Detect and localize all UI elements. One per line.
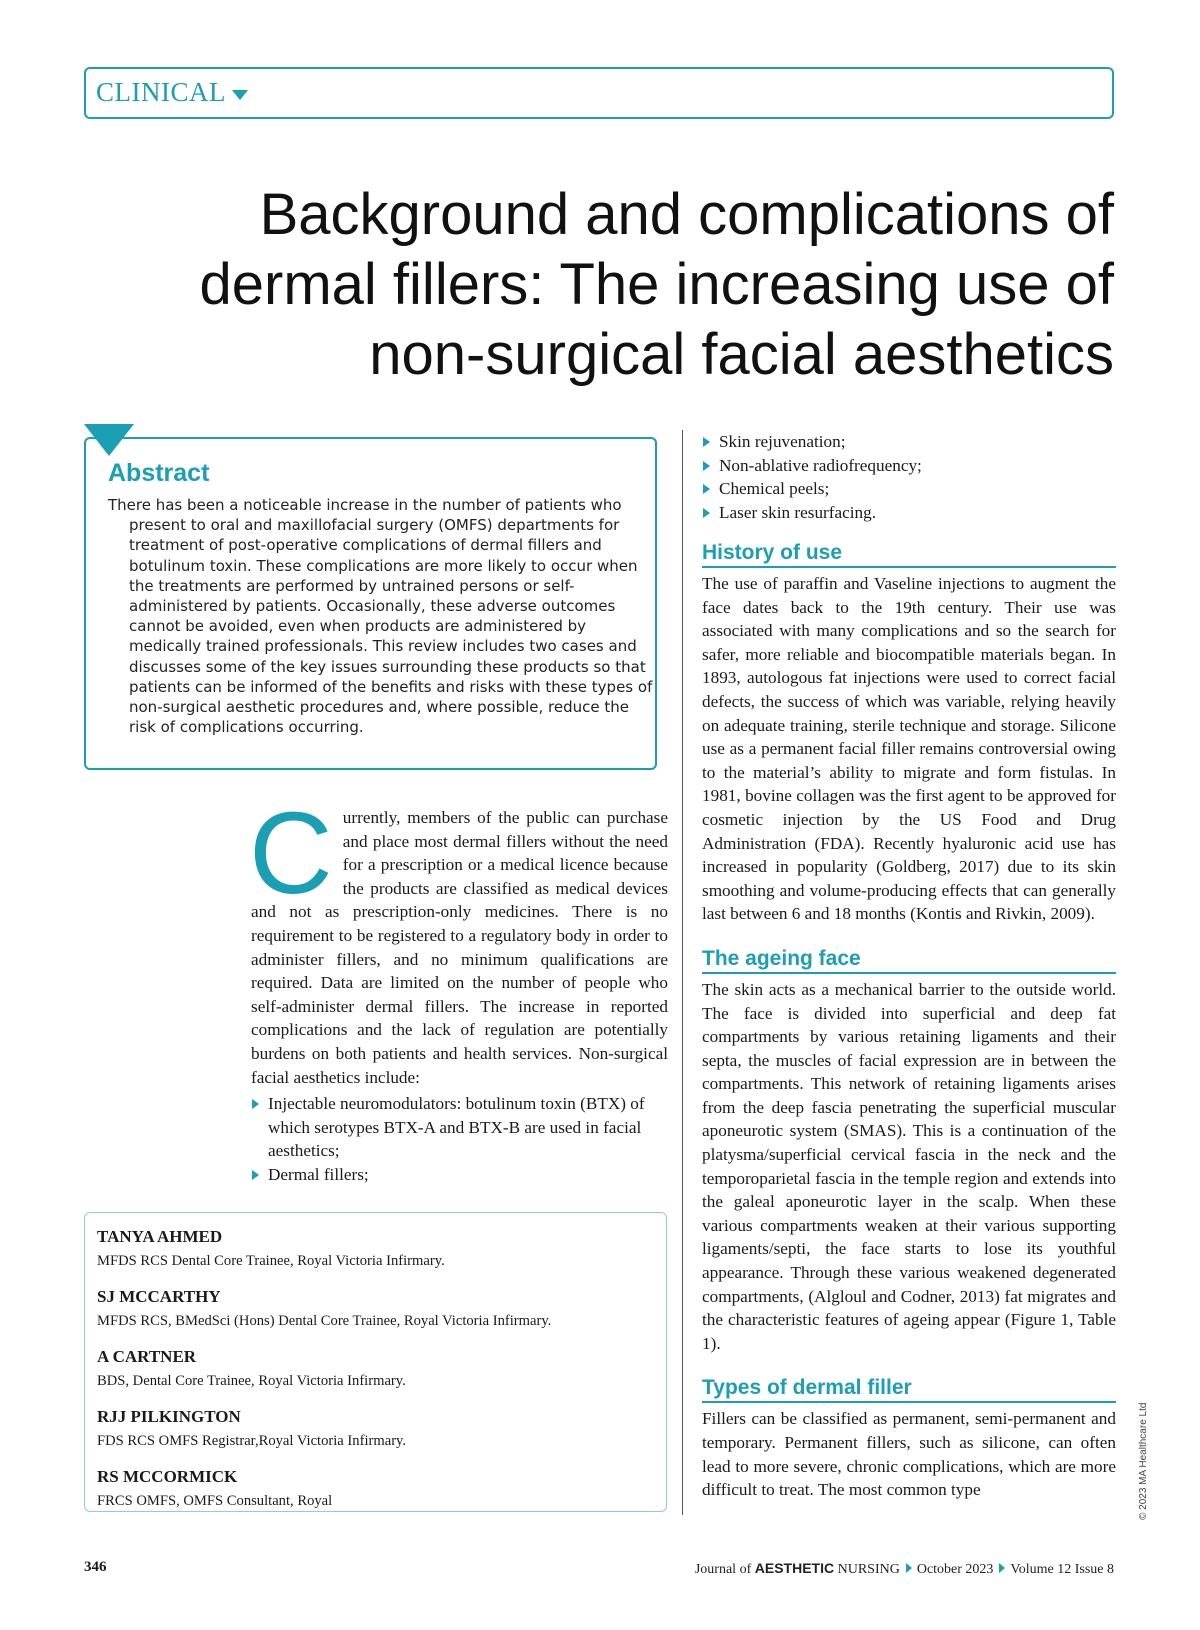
triangle-right-icon (906, 1563, 912, 1573)
list-item: Injectable neuromodulators: botulinum toxin (BTX) of which serotypes BTX-A and BTX-B are used in facial aesthetics; (251, 1092, 668, 1163)
triangle-bullet-icon (703, 484, 710, 494)
journal-footer: Journal of AESTHETIC NURSING October 2023 Volume 12 Issue 8 (694, 1560, 1114, 1577)
copyright-notice: © 2023 MA Healthcare Ltd (1138, 1402, 1149, 1520)
drop-cap: C (249, 788, 333, 918)
author-name: TANYA AHMED (97, 1227, 223, 1246)
lead-text: urrently, members of the public can purchase and place most dermal fillers without the need for a prescription or a medical licence because the products are classified as medical devices and not as prescription-only medicines. There is no requirement to be registered to a regulatory body in order to administer fillers, and no minimum qualifications are required. Data are limited on the number of people who self-administer dermal fillers. The increase in reported complications and the lack of regulation are potentially burdens on both patients and health services. Non-surgical facial aesthetics include: (251, 808, 668, 1087)
column-divider (682, 430, 683, 1515)
right-column (702, 540, 1116, 1522)
issue-date: October 2023 (916, 1562, 994, 1577)
triangle-right-icon (999, 1563, 1005, 1573)
triangle-down-icon (232, 90, 248, 100)
types-heading: Types of dermal filler (702, 1375, 1116, 1403)
list-item: Chemical peels; (702, 477, 1116, 501)
triangle-bullet-icon (703, 437, 710, 447)
abstract-text: There has been a noticeable increase in the number of patients who present to oral and maxillofacial surgery (OMFS) departments for treatment of post-operative complications of dermal fillers and botulinum toxin. These complications are more likely to occur when the treatments are performed by untrained persons or self-administered by patients. Occasionally, these adverse outcomes cannot be avoided, even when products are administered by medically trained professionals. This review includes two cases and discusses some of the key issues surrounding these products so that patients can be informed of the benefits and risks with these types of non-surgical aesthetic procedures and, where possible, reduce the risk of complications occurring. (108, 496, 653, 737)
author-name: SJ MCCARTHY (97, 1287, 221, 1306)
ageing-heading: The ageing face (702, 946, 1116, 974)
lead-paragraph-block (249, 788, 668, 1089)
section-label-text: CLINICAL (96, 77, 226, 107)
triangle-bullet-icon (252, 1170, 259, 1180)
bullet-list-left (251, 1092, 668, 1186)
section-history (702, 540, 1116, 926)
author-affiliation: FDS RCS OMFS Registrar,Royal Victoria Infirmary. (97, 1433, 407, 1449)
section-ageing (702, 946, 1116, 1356)
triangle-bullet-icon (703, 461, 710, 471)
section-label (96, 77, 248, 108)
author-affiliation: MFDS RCS Dental Core Trainee, Royal Victoria Infirmary. (97, 1253, 445, 1269)
issue-volume: Volume 12 Issue 8 (1010, 1562, 1114, 1577)
triangle-bullet-icon (703, 508, 710, 518)
history-heading: History of use (702, 540, 1116, 568)
author-name: A CARTNER (97, 1347, 197, 1366)
page-number: 346 (84, 1559, 107, 1575)
authors-box (84, 1212, 667, 1512)
section-types (702, 1375, 1116, 1501)
triangle-bullet-icon (252, 1099, 259, 1109)
list-item: Laser skin resurfacing. (702, 501, 1116, 525)
author-name: RS MCCORMICK (97, 1467, 238, 1486)
author-affiliation: BDS, Dental Core Trainee, Royal Victoria Infirmary. (97, 1373, 406, 1389)
abstract-heading: Abstract (108, 459, 210, 487)
author-affiliation: FRCS OMFS, OMFS Consultant, Royal (97, 1493, 333, 1509)
section-header-box (84, 67, 1114, 119)
history-text: The use of paraffin and Vaseline injections to augment the face dates back to the 19th century. Their use was associated with many complications and so the search for safer, more reliable and biocompatible materials began. In 1893, autologous fat injections were used to correct facial defects, the success of which was variable, relying heavily on adequate training, sterile technique and storage. Silicone use as a permanent facial filler remains controversial owing to the material’s ability to migrate and form fistulas. In 1981, bovine collagen was the first agent to be approved for cosmetic injection by the US Food and Drug Administration (FDA). Recently hyaluronic acid use has increased in popularity (Goldberg, 2017) due to its skin smoothing and volume-producing effects that can generally last between 6 and 18 months (Kontis and Rivkin, 2009). (702, 574, 1116, 924)
author-affiliation: MFDS RCS, BMedSci (Hons) Dental Core Trainee, Royal Victoria Infirmary. (97, 1313, 552, 1329)
bullet-list-right (702, 430, 1116, 524)
lead-paragraph (249, 788, 668, 1089)
list-item: Skin rejuvenation; (702, 430, 1116, 454)
abstract-flag-icon (84, 424, 134, 456)
types-text: Fillers can be classified as permanent, semi-permanent and temporary. Permanent fillers, such as silicone, can often lead to more severe, chronic complications, which are more difficult to treat. The most common type (702, 1409, 1116, 1500)
abstract-box (84, 437, 657, 770)
list-item: Non-ablative radiofrequency; (702, 454, 1116, 478)
list-item: Dermal fillers; (251, 1163, 668, 1187)
author-name: RJJ PILKINGTON (97, 1407, 241, 1426)
article-title: Background and complications of dermal fillers: The increasing use of non-surgical facial aesthetics (199, 182, 1114, 387)
ageing-text: The skin acts as a mechanical barrier to the outside world. The face is divided into superficial and deep fat compartments by various retaining ligaments and their septa, the muscles of facial expression are in between the compartments. This network of retaining ligaments arises from the deep fascia penetrating the superficial muscular aponeurotic system (SMAS). This is a continuation of the platysma/superficial cervical fascia in the neck and the temporoparietal fascia in the temple region and extends into the galeal aponeurotic layer in the scalp. When these various compartments weaken at their various supporting ligaments/septi, the face starts to lose its youthful appearance. Through these various weakened degenerated compartments, (Algloul and Codner, 2013) fat migrates and the characteristic features of ageing appear (Figure 1, Table 1). (702, 979, 1116, 1353)
